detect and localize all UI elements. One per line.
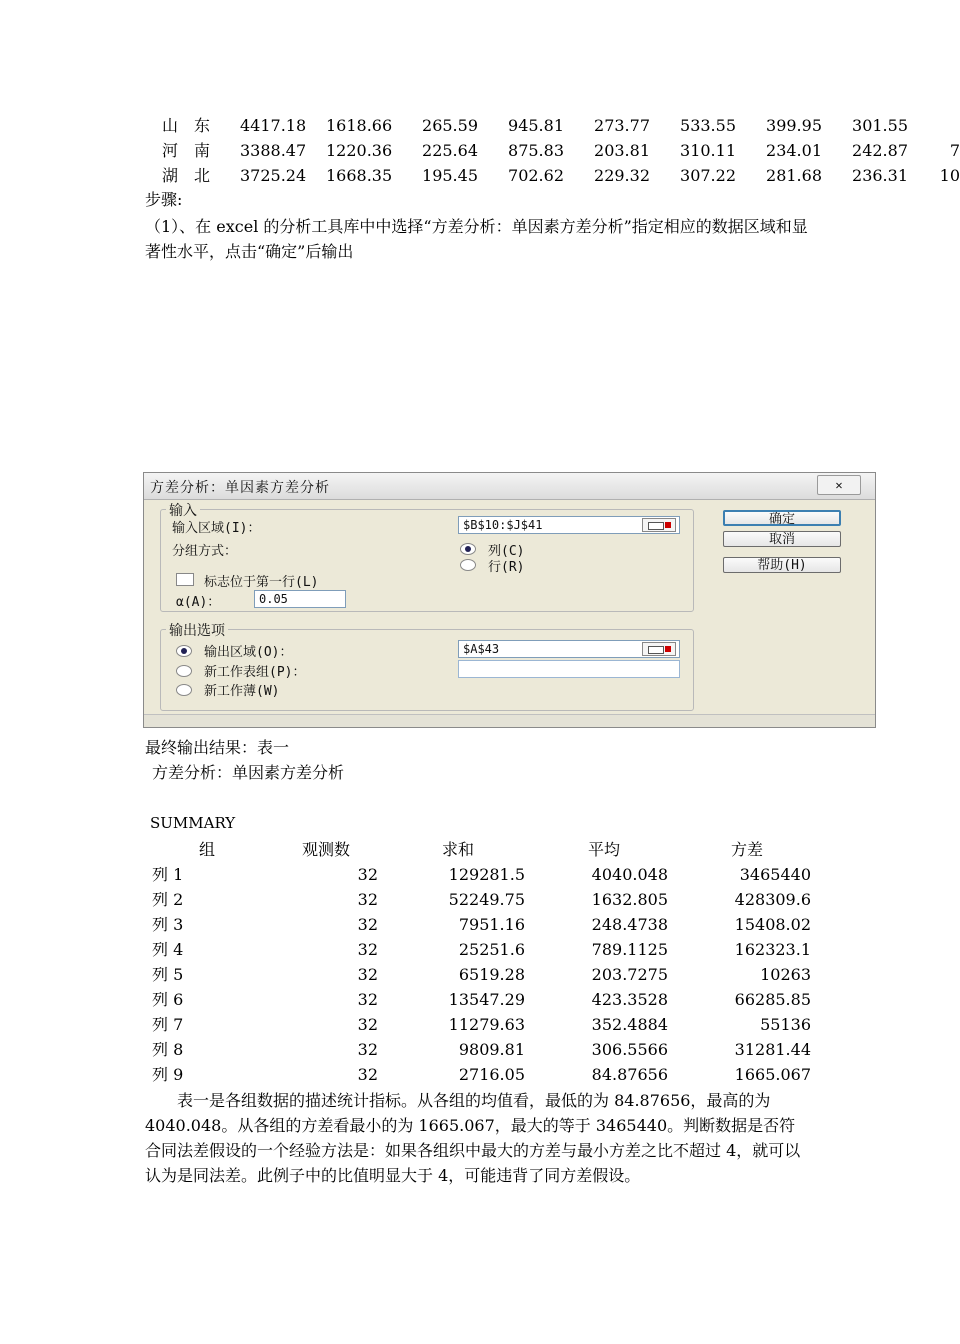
province-row <box>0 140 960 162</box>
table-cell: 32 <box>357 940 378 959</box>
province-value: 3725.24 <box>240 166 307 185</box>
table-cell: 2716.05 <box>458 1065 525 1084</box>
province-value: 229.32 <box>594 166 650 185</box>
summary-label: SUMMARY <box>150 814 236 832</box>
table-cell: 7951.16 <box>458 915 525 934</box>
table-row <box>0 937 950 962</box>
ok-button[interactable]: 确定 <box>723 510 841 526</box>
table-cell: 32 <box>357 865 378 884</box>
province-value: 301.55 <box>852 116 908 135</box>
table-cell: 129281.5 <box>448 865 525 884</box>
province-row <box>0 165 960 187</box>
group-name: 列 6 <box>152 990 184 1009</box>
table-cell: 32 <box>357 965 378 984</box>
province-value: 7 <box>949 141 960 160</box>
province-name: 山 东 <box>162 116 211 135</box>
province-value: 1618.66 <box>326 116 393 135</box>
table-cell: 13547.29 <box>448 990 525 1009</box>
close-icon[interactable]: ✕ <box>817 475 861 495</box>
province-value: 3388.47 <box>240 141 307 160</box>
group-name: 列 7 <box>152 1015 184 1034</box>
table-row <box>0 962 950 987</box>
group-name: 列 5 <box>152 965 184 984</box>
radio-row[interactable] <box>460 559 476 571</box>
table-cell: 11279.63 <box>448 1015 525 1034</box>
radio-column-label: 列(C) <box>488 544 525 559</box>
header-group: 组 <box>199 840 216 859</box>
province-name: 湖 北 <box>162 166 211 185</box>
group-name: 列 1 <box>152 865 184 884</box>
province-value: 307.22 <box>680 166 736 185</box>
radio-row-label: 行(R) <box>488 560 525 575</box>
group-name: 列 4 <box>152 940 184 959</box>
province-value: 533.55 <box>680 116 736 135</box>
cancel-button[interactable]: 取消 <box>723 531 841 547</box>
summary-header-row <box>0 837 950 862</box>
table-cell: 32 <box>357 990 378 1009</box>
dialog-title: 方差分析：单因素方差分析 <box>150 480 330 496</box>
province-value: 10 <box>939 166 960 185</box>
output-range-field[interactable]: $A$43 <box>458 640 680 658</box>
new-sheet-label: 新工作表组(P)： <box>204 665 306 680</box>
alpha-field[interactable]: 0.05 <box>254 590 346 608</box>
province-value: 702.62 <box>508 166 564 185</box>
table-cell: 31281.44 <box>734 1040 811 1059</box>
province-name: 河 南 <box>162 141 211 160</box>
conclusion-text: 表一是各组数据的描述统计指标。从各组的均值看，最低的为 84.87656，最高的为 4040.048。从各组的方差看最小的为 1665.067，最大的等于 3465440。判断数据是否符合同法差假设的一个经验方法是：如果各组织中最大的方差与最小方差之比不超过 4，就可以认为是同法差。此例子中的比值明显大于 4，可能违背了同方差假设。 <box>145 1091 801 1185</box>
table-cell: 66285.85 <box>734 990 811 1009</box>
input-range-field[interactable]: $B$10:$J$41 <box>458 516 680 534</box>
radio-column[interactable] <box>460 543 476 555</box>
input-range-collapse-icon[interactable] <box>642 518 676 532</box>
grouping-label: 分组方式： <box>172 544 238 559</box>
anova-dialog <box>143 472 876 728</box>
table-cell: 423.3528 <box>591 990 668 1009</box>
anova-title: 方差分析：单因素方差分析 <box>152 763 345 782</box>
table-cell: 162323.1 <box>734 940 811 959</box>
table-row <box>0 862 950 887</box>
table-cell: 352.4884 <box>591 1015 668 1034</box>
table-cell: 15408.02 <box>734 915 811 934</box>
table-cell: 428309.6 <box>734 890 811 909</box>
group-name: 列 2 <box>152 890 184 909</box>
table-cell: 32 <box>357 890 378 909</box>
province-value: 4417.18 <box>240 116 307 135</box>
alpha-label: α(A)： <box>176 595 221 610</box>
table-row <box>0 912 950 937</box>
province-value: 1220.36 <box>326 141 393 160</box>
group-name: 列 8 <box>152 1040 184 1059</box>
table-row <box>0 1037 950 1062</box>
input-group-legend: 输入 <box>166 500 200 520</box>
table-cell: 32 <box>357 915 378 934</box>
header-variance: 方差 <box>731 840 764 859</box>
new-workbook-label: 新工作薄(W) <box>204 684 280 699</box>
table-cell: 306.5566 <box>591 1040 668 1059</box>
table-cell: 1632.805 <box>591 890 668 909</box>
output-range-label: 输出区域(O)： <box>204 645 293 660</box>
province-value: 281.68 <box>766 166 822 185</box>
table-cell: 32 <box>357 1015 378 1034</box>
group-name: 列 3 <box>152 915 184 934</box>
table-cell: 3465440 <box>739 865 811 884</box>
output-range-collapse-icon[interactable] <box>642 642 676 656</box>
table-cell: 9809.81 <box>458 1040 525 1059</box>
table-cell: 10263 <box>760 965 811 984</box>
step-1-text: （1）、在 excel 的分析工具库中中选择“方差分析：单因素方差分析”指定相应的数据区域和显著性水平，点击“确定”后输出 <box>145 217 808 261</box>
labels-first-row-label: 标志位于第一行(L) <box>204 575 319 590</box>
dialog-title-bar <box>144 473 875 500</box>
table-cell: 203.7275 <box>591 965 668 984</box>
group-name: 列 9 <box>152 1065 184 1084</box>
province-value: 203.81 <box>594 141 650 160</box>
province-value: 310.11 <box>680 141 736 160</box>
table-row <box>0 1012 950 1037</box>
radio-output-range[interactable] <box>176 645 192 657</box>
table-cell: 6519.28 <box>458 965 525 984</box>
province-value: 273.77 <box>594 116 650 135</box>
table-cell: 1665.067 <box>734 1065 811 1084</box>
province-value: 875.83 <box>508 141 564 160</box>
output-group-legend: 输出选项 <box>166 620 228 640</box>
province-value: 945.81 <box>508 116 564 135</box>
province-row <box>0 115 950 137</box>
labels-first-row-checkbox[interactable] <box>176 573 194 586</box>
result-caption: 最终输出结果：表一 <box>145 738 290 757</box>
input-range-label: 输入区域(I)： <box>172 521 261 536</box>
table-cell: 84.87656 <box>591 1065 668 1084</box>
steps-label: 步骤: <box>145 190 183 209</box>
radio-new-workbook[interactable] <box>176 684 192 696</box>
table-cell: 4040.048 <box>591 865 668 884</box>
province-value: 195.45 <box>422 166 478 185</box>
table-row <box>0 1062 950 1087</box>
header-mean: 平均 <box>588 840 621 859</box>
table-row <box>0 887 950 912</box>
table-cell: 52249.75 <box>448 890 525 909</box>
province-value: 225.64 <box>422 141 478 160</box>
table-row <box>0 987 950 1012</box>
table-cell: 248.4738 <box>591 915 668 934</box>
dialog-bottom-edge <box>144 714 875 727</box>
header-sum: 求和 <box>442 840 475 859</box>
table-cell: 789.1125 <box>591 940 668 959</box>
province-value: 242.87 <box>852 141 908 160</box>
province-value: 1668.35 <box>326 166 393 185</box>
table-cell: 32 <box>357 1065 378 1084</box>
new-sheet-field[interactable] <box>458 660 680 678</box>
radio-new-sheet[interactable] <box>176 665 192 677</box>
table-cell: 55136 <box>760 1015 811 1034</box>
table-cell: 32 <box>357 1040 378 1059</box>
table-cell: 25251.6 <box>458 940 525 959</box>
province-value: 234.01 <box>766 141 822 160</box>
province-value: 236.31 <box>852 166 908 185</box>
province-value: 399.95 <box>766 116 822 135</box>
help-button[interactable]: 帮助(H) <box>723 557 841 573</box>
header-count: 观测数 <box>302 840 351 859</box>
province-value: 265.59 <box>422 116 478 135</box>
